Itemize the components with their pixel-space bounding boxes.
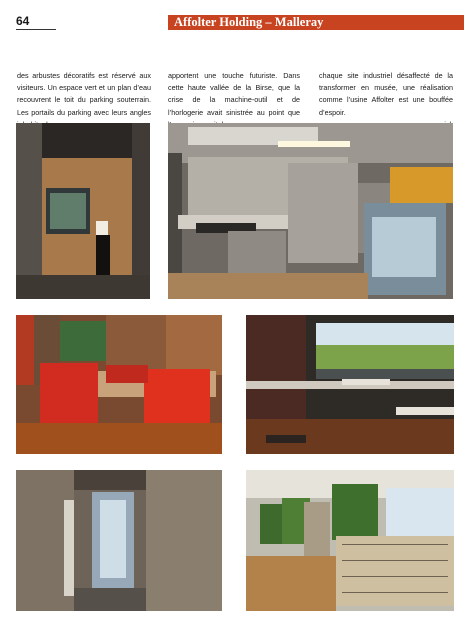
header-rule [16, 29, 56, 30]
text-column-3 [319, 70, 453, 131]
page-number: 64 [16, 14, 30, 28]
section-title: Affolter Holding – Malleray [174, 15, 324, 29]
photo-conference-room [16, 315, 222, 454]
column-1-text: des arbustes décoratifs est réservé aux visiteurs. Un espace vert et un plan d’eau recouvrent le toit du parking souterrain. Les portails du parking avec leurs angles [17, 71, 151, 117]
text-column-2 [168, 70, 300, 131]
column-2-text: apportent une touche futuriste. Dans cette haute vallée de la Birse, que la crise de la machine-outil et de l’horlogerie avait sinistrée au point que [168, 71, 300, 117]
photo-concrete-passage [16, 470, 222, 611]
photo-dining-area [246, 315, 454, 454]
section-banner [168, 15, 464, 30]
photo-open-office [246, 470, 454, 611]
photo-corridor-wood-partition [16, 123, 150, 299]
text-column-1 [17, 70, 151, 131]
photo-steel-kitchen [168, 123, 453, 299]
column-3-text: chaque site industriel désaffecté de la transformer en musée, une réalisation comme l’usine Affolter est une bouffée d’espoir. [319, 71, 453, 117]
